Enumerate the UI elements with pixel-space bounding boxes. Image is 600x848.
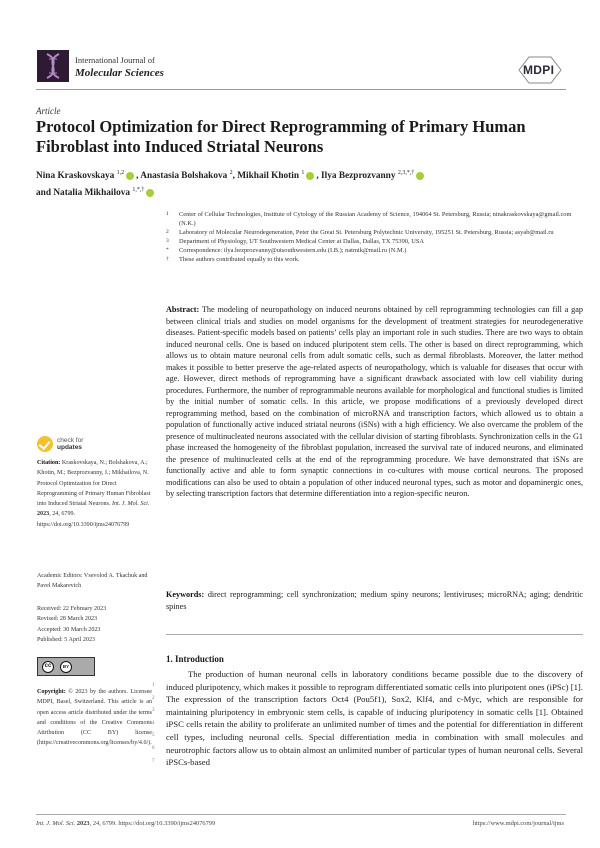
- article-type-label: Article: [36, 106, 61, 116]
- footer-journal-url[interactable]: https://www.mdpi.com/journal/ijms: [472, 820, 564, 827]
- author[interactable]: Mikhail Khotin $^1$: [237, 171, 316, 181]
- mdpi-logo: [517, 55, 563, 85]
- orcid-icon[interactable]: [306, 172, 314, 180]
- footer-citation: Int. J. Mol. Sci. 2023, 24, 6799. https://doi.org/10.3390/ijms24076799: [36, 820, 216, 827]
- introduction-text: The production of human neuronal cells in laboratory conditions became possible due to the discovery of induced pluripotency, which makes it possible to reprogram differentiated somatic cells into pluripotent ones (iPSc) [1]. The expression of the transcription factors Oct4 (Pou5f1), Sox2, Klf4, and c-Myc, which are responsible for maintaining pluripotency in embryonic stem cells, is capable of inducing pluripotency in somatic cells [1]. Obtained iPSC cells retain the ability to proliferate an unlimited number of times and the potential for differentiation in different cell types, including neuronal cells. Special differentiation media in combination with small molecules and neurotrophic factors allow us to obtain almost an unlimited number of particular types of human neuronal cells. Several iPSCs-based: [166, 669, 583, 768]
- orcid-icon[interactable]: [416, 172, 424, 180]
- section-divider: [166, 634, 583, 635]
- authors-connector: and: [36, 188, 51, 199]
- keywords: [166, 589, 583, 612]
- copyright-notice: Copyright: © 2023 by the authors. Licensee MDPI, Basel, Switzerland. This article is an open access article distributed under the terms and conditions of the Creative Commons Attribution (CC BY) license (https://creativecommons.org/licenses/by/4.0/).: [37, 689, 152, 747]
- equal-contribution-note: † These authors contributed equally to this work.: [166, 256, 300, 263]
- section-heading-introduction: 1. Introduction: [166, 654, 224, 664]
- keywords-label: Keywords:: [166, 590, 205, 599]
- journal-logo: [37, 50, 69, 82]
- keywords-text: direct reprogramming; cell synchronization; medium spiny neurons; lentiviruses; microRNA; aging; dendritic spines: [166, 590, 584, 611]
- by-icon: BY: [60, 661, 72, 673]
- affiliation: 1 Center of Cellular Technologies, Institute of Cytology of the Russian Academy of Science, 194064 St. Petersburg, Russia; ninakraskovskaya@gmail.com (N.K.): [166, 211, 572, 227]
- abstract-label: Abstract:: [166, 305, 200, 314]
- cc-by-license-badge[interactable]: [37, 657, 95, 676]
- affiliation: 2 Laboratory of Molecular Neurodegeneration, Peter the Great St. Petersburg Polytechnic University, 195251 St. Petersburg, Russia; asyab@mail.ru: [166, 229, 554, 236]
- abstract-text: The modeling of neuropathology on induced neurons obtained by cell reprogramming technologies can fill a gap between clinical trials and studies on model organisms for the development of treatment strategies for neurodegenerative diseases. Patient-specific models based on patients’ cells play an important role in such studies. There are two ways to obtain induced neuronal cells. One is based on induced pluripotent stem cells. The other is based on direct reprogramming, which allows us to obtain mature neuronal cells from adult somatic cells, such as dermal fibroblasts. Moreover, the latter method makes it possible to better preserve the age-related aspects of neuropathology, which is valuable for diseases that occur with age. However, direct methods of reprogramming have a significant drawback associated with low cell viability during procedures. Furthermore, the number of reprogrammable neurons available for morphological and functional studies is limited by the initial number of somatic cells. In this article, we propose modifications of a previously developed direct reprogramming method, based on the combination of microRNA and transcription factors, which allowed us to obtain a population of functionally active induced striatal neurons (iSNs) with a high efficiency. We also overcame the problem of the presence of multinucleated neurons associated with the cellular division of starting fibroblasts. Synchronization cells in the G1 phase increased the homogeneity of the fibroblast population, increased the survival rate of induced neurons, and eliminated the presence of multinucleated cells at the end of the reprogramming procedure. We have demonstrated that iSNs are functionally active and able to form synaptic connections in co-cultures with mouse cortical neurons. The proposed modifications can also be used to obtain a population of other induced neuronal types, such as motor and dopaminergic ones, by selecting transcription factors that determine differentiation into a region-specific neuron.: [166, 305, 583, 498]
- header-divider: [36, 89, 566, 90]
- mdpi-logo-text: MDPI: [523, 63, 555, 77]
- revised-date: Revised: 28 March 2023: [37, 616, 98, 623]
- academic-editors: Academic Editors: Vsevolod A. Tkachuk and Pavel Makarevich: [37, 573, 148, 590]
- orcid-icon[interactable]: [146, 189, 154, 197]
- author-list: Nina Kraskovskaya $^{1,2}$ , Anastasia Bolshakova $^2$, Mikhail Khotin $^1$ , Ilya Bezprozvanny $^{2,3,*,\dagger}$ and Natalia Mikhailova $^{1,*,\dagger}$: [36, 166, 576, 200]
- check-for-updates-button[interactable]: check for updates: [37, 436, 83, 452]
- footer-doi-link[interactable]: , 24, 6799. https://doi.org/10.3390/ijms24076799: [89, 820, 216, 827]
- line-numbers: 1 2 3 4 5 6 7: [152, 683, 155, 764]
- citation-doi-link[interactable]: , 24, 6799. https://doi.org/10.3390/ijms24076799: [37, 511, 130, 528]
- affiliations: [166, 210, 586, 264]
- dna-icon: [37, 50, 69, 82]
- check-updates-icon: [37, 436, 53, 452]
- author[interactable]: Nina Kraskovskaya $^{1,2}$: [36, 171, 136, 181]
- author[interactable]: Natalia Mikhailova $^{1,*,\dagger}$: [53, 188, 156, 198]
- published-date: Published: 5 April 2023: [37, 636, 96, 643]
- publication-dates: [37, 604, 152, 645]
- correspondence: * Correspondence: ilya.bezprozvanny@utsouthwestern.edu (I.B.); natmik@mail.ru (N.M.): [166, 247, 407, 254]
- journal-name-line2: Molecular Sciences: [75, 67, 164, 79]
- accepted-date: Accepted: 30 March 2023: [37, 626, 101, 633]
- footer-divider: [36, 814, 566, 815]
- affiliation: 3 Department of Physiology, UT Southwestern Medical Center at Dallas, Dallas, TX 75390, USA: [166, 238, 424, 245]
- orcid-icon[interactable]: [126, 172, 134, 180]
- abstract: [166, 304, 583, 500]
- author[interactable]: Anastasia Bolshakova $^2$: [140, 170, 233, 182]
- received-date: Received: 22 February 2023: [37, 606, 107, 612]
- article-title: Protocol Optimization for Direct Reprogramming of Primary Human Fibroblast into Induced Striatal Neurons: [36, 117, 526, 156]
- author[interactable]: Ilya Bezprozvanny $^{2,3,*,\dagger}$: [321, 171, 426, 181]
- cc-icon: cc: [42, 661, 54, 673]
- citation: Citation: Kraskovskaya, N.; Bolshakova, A.; Khotin, M.; Bezprozvanny, I.; Mikhailova, N. Protocol Optimization for Direct Reprogramming of Primary Human Fibroblast into Induced Striatal Neurons. Int. J. Mol. Sci. 2023, 24, 6799. https://doi.org/10.3390/ijms24076799: [37, 460, 151, 528]
- journal-name-line1: International Journal of: [75, 55, 155, 65]
